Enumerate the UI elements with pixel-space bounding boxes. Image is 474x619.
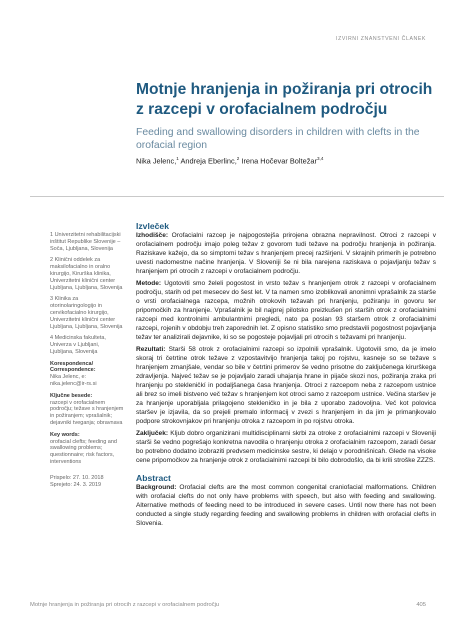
izvlecek-heading: Izvleček bbox=[136, 221, 169, 231]
author-affiliation-ref: 1 bbox=[176, 156, 179, 161]
affiliation: 2 Klinični oddelek za maksilofacialno in oralno kirurgijo, Kirurška klinika, Univerzitetni klinični center Ljubljana, Ljubljana, Slovenija bbox=[50, 257, 123, 291]
accepted-date: Sprejeto: 24. 3. 2019 bbox=[50, 482, 102, 489]
main-text bbox=[136, 221, 436, 532]
author-name: Nika Jelenc, bbox=[136, 156, 177, 166]
author-affiliation-ref: 3,4 bbox=[317, 156, 324, 161]
keywords-sl-label: Ključne besede: bbox=[50, 392, 93, 399]
received-date: Prispelo: 27. 10. 2018 bbox=[50, 475, 104, 482]
izvlecek-paragraph: Izhodišče: Orofacialni razcep je najpogostejša prirojena obrazna nepravilnost. Otroci z razcepi v orofacialnem področju imajo poleg težav z govorom tudi težave na področju hranjenja in požiranja. Raziskave kažejo, da so simptomi težav s hranjenjem precej razširjeni. V skrajnih primerih je potrebno uvesti nadomestne načine hranjenja. V Sloveniji še ni bila narejena raziskava o pojavljanju težav s hranjenjem pri otrocih z razcepi v orofacialnem področju. bbox=[136, 232, 436, 275]
abstract-paragraph: Background: Orofacial clefts are the most common congenital craniofacial malformations. Children with orofacial clefts do not only have problems with speech, but also with feeding and swallowing. Alternative methods of feeding need to be introduced in severe cases. Until now there has not been conducted a single study regarding feeding and swallowing problems in children with orofacial clefts in Slovenia. bbox=[136, 484, 436, 527]
author-affiliation-ref: 2 bbox=[236, 156, 240, 161]
izvlecek-paragraph: Metode: Ugotoviti smo želeli pogostost in vrsto težav s hranjenjem otrok z razcepi v orofacialnem področju, starih od pet mesecev do šest let. V ta namen smo izoblikovali anonimni vprašalnik za starše o vrsti orofacialnega razcepa, možnih otrokovih težavah pri hranjenju, požiranju in govoru ter pripomočkih za hranjenje. Vprašalnik je bil najprej pilotsko preizkušen pri starših otrok z orofacialnimi razcepi med kontrolnimi ambulantnimi pregledi, nato pa poslan 93 staršem otrok z orofacialnimi razcepi, rojenih v obdobju treh zaporednih let. Z opisno statistiko smo predstavili pogostnost pojavljanja težav ter analizirali dejavnike, ki so se pogosteje pojavljali pri otrocih s težavami pri hranjenju. bbox=[136, 280, 436, 341]
page-number: 405 bbox=[416, 602, 426, 608]
correspondence-label: Korespondenca/ Correspondence: bbox=[50, 360, 96, 374]
sidebar bbox=[50, 232, 124, 489]
izvlecek-paragraph: Zaključek: Kljub dobro organizirani multidisciplinarni skrbi za otroke z orofacialnimi razcepi v Sloveniji starši še vedno pogrešajo konkretna navodila o hranjenju otroka z orofacialnim razcepom, zaradi česar bo potrebno dodatno izobraziti predvsem medicinske sestre, ki delajo v porodnišnicah. Glede na visoke cene pripomočkov za hranjenje otrok z orofacialnimi razcepi bi bilo dobrodošlo, da bi krili stroške ZZZS. bbox=[136, 430, 436, 465]
abstract-heading: Abstract bbox=[136, 473, 171, 484]
running-title: Motnje hranjenja in požiranja pri otrocih z razcepi v orofacialnem področju bbox=[30, 602, 220, 608]
header-divider bbox=[30, 196, 444, 197]
affiliation: 4 Medicinska fakulteta, Univerza v Ljubljani, Ljubljana, Slovenija bbox=[50, 335, 106, 356]
author-name: Irena Hočevar Boltežar bbox=[241, 156, 317, 166]
keywords-en: orofacial clefts; feeding and swallowing problems; questionnaire; risk factors, interventions bbox=[50, 438, 117, 466]
article-title: Motnje hranjenja in požiranja pri otrocih z razcepi v orofacialnem področju bbox=[136, 81, 433, 118]
author-list bbox=[136, 156, 436, 165]
izvlecek-paragraph: Rezultati: Starši 58 otrok z orofacialnimi razcepi so izpolnili vprašalnik. Ugotovili smo, da je imelo skoraj tri četrtine otrok težave z vzpostavitvijo hranjenja takoj po rojstvu, kasneje so se težave s hranjenjem zmanjšale, vendar so bile v četrtini primerov še vedno prisotne do zaključenega kirurškega zdravljenja. Najveć težav se je pojavljalo zaradi uhajanja hrane in pijače skozi nos, požiranja zraka pri hranjenju po stekleničkí in podaljšanega časa hranjenja. Otroci z razcepom neba z razcepom ustnice ali brez so imeli bistveno več težav s hranjenjem kot otroci samo z razcepom ustnice. Večina staršev je za hranjenje uporabljala prilagojeno stekleničko in je bila z uporabo zadovoljna. Več kot polovica staršev je izjavila, da so prejeli premalo informacij v zvezi s hranjenjem in da jim je primanjkovalo podpore strokovnjakov pri hranjenju otroka z razcepom in po rojstvu otroka. bbox=[136, 346, 436, 425]
keywords-en-label: Key words: bbox=[50, 431, 80, 438]
affiliation: 1 Univerzitetni rehabilitacijski inštitut Republike Slovenije – Soča, Ljubljana, Slovenija bbox=[50, 232, 121, 252]
author-name: Andreja Eberlinc, bbox=[180, 156, 237, 166]
article-subtitle: Feeding and swallowing disorders in children with clefts in the orofacial region bbox=[136, 127, 420, 151]
correspondence-text: Nika Jelenc, e: nika.jelenc@ir-rs.si bbox=[50, 374, 97, 388]
affiliation: 3 Klinika za otorinolaringologijo in cervikofacialno kirurgijo, Univerzitetni klinični center Ljubljana, Ljubljana, Slovenija bbox=[50, 296, 123, 330]
keywords-sl: razcepi v orofacialnem področju; težave s hranjenjem in požiranjem; vprašalnik; dejavniki tveganja; obravnava bbox=[50, 399, 124, 427]
section-label: IZVIRNI ZNANSTVENI ČLANEK bbox=[336, 36, 426, 42]
